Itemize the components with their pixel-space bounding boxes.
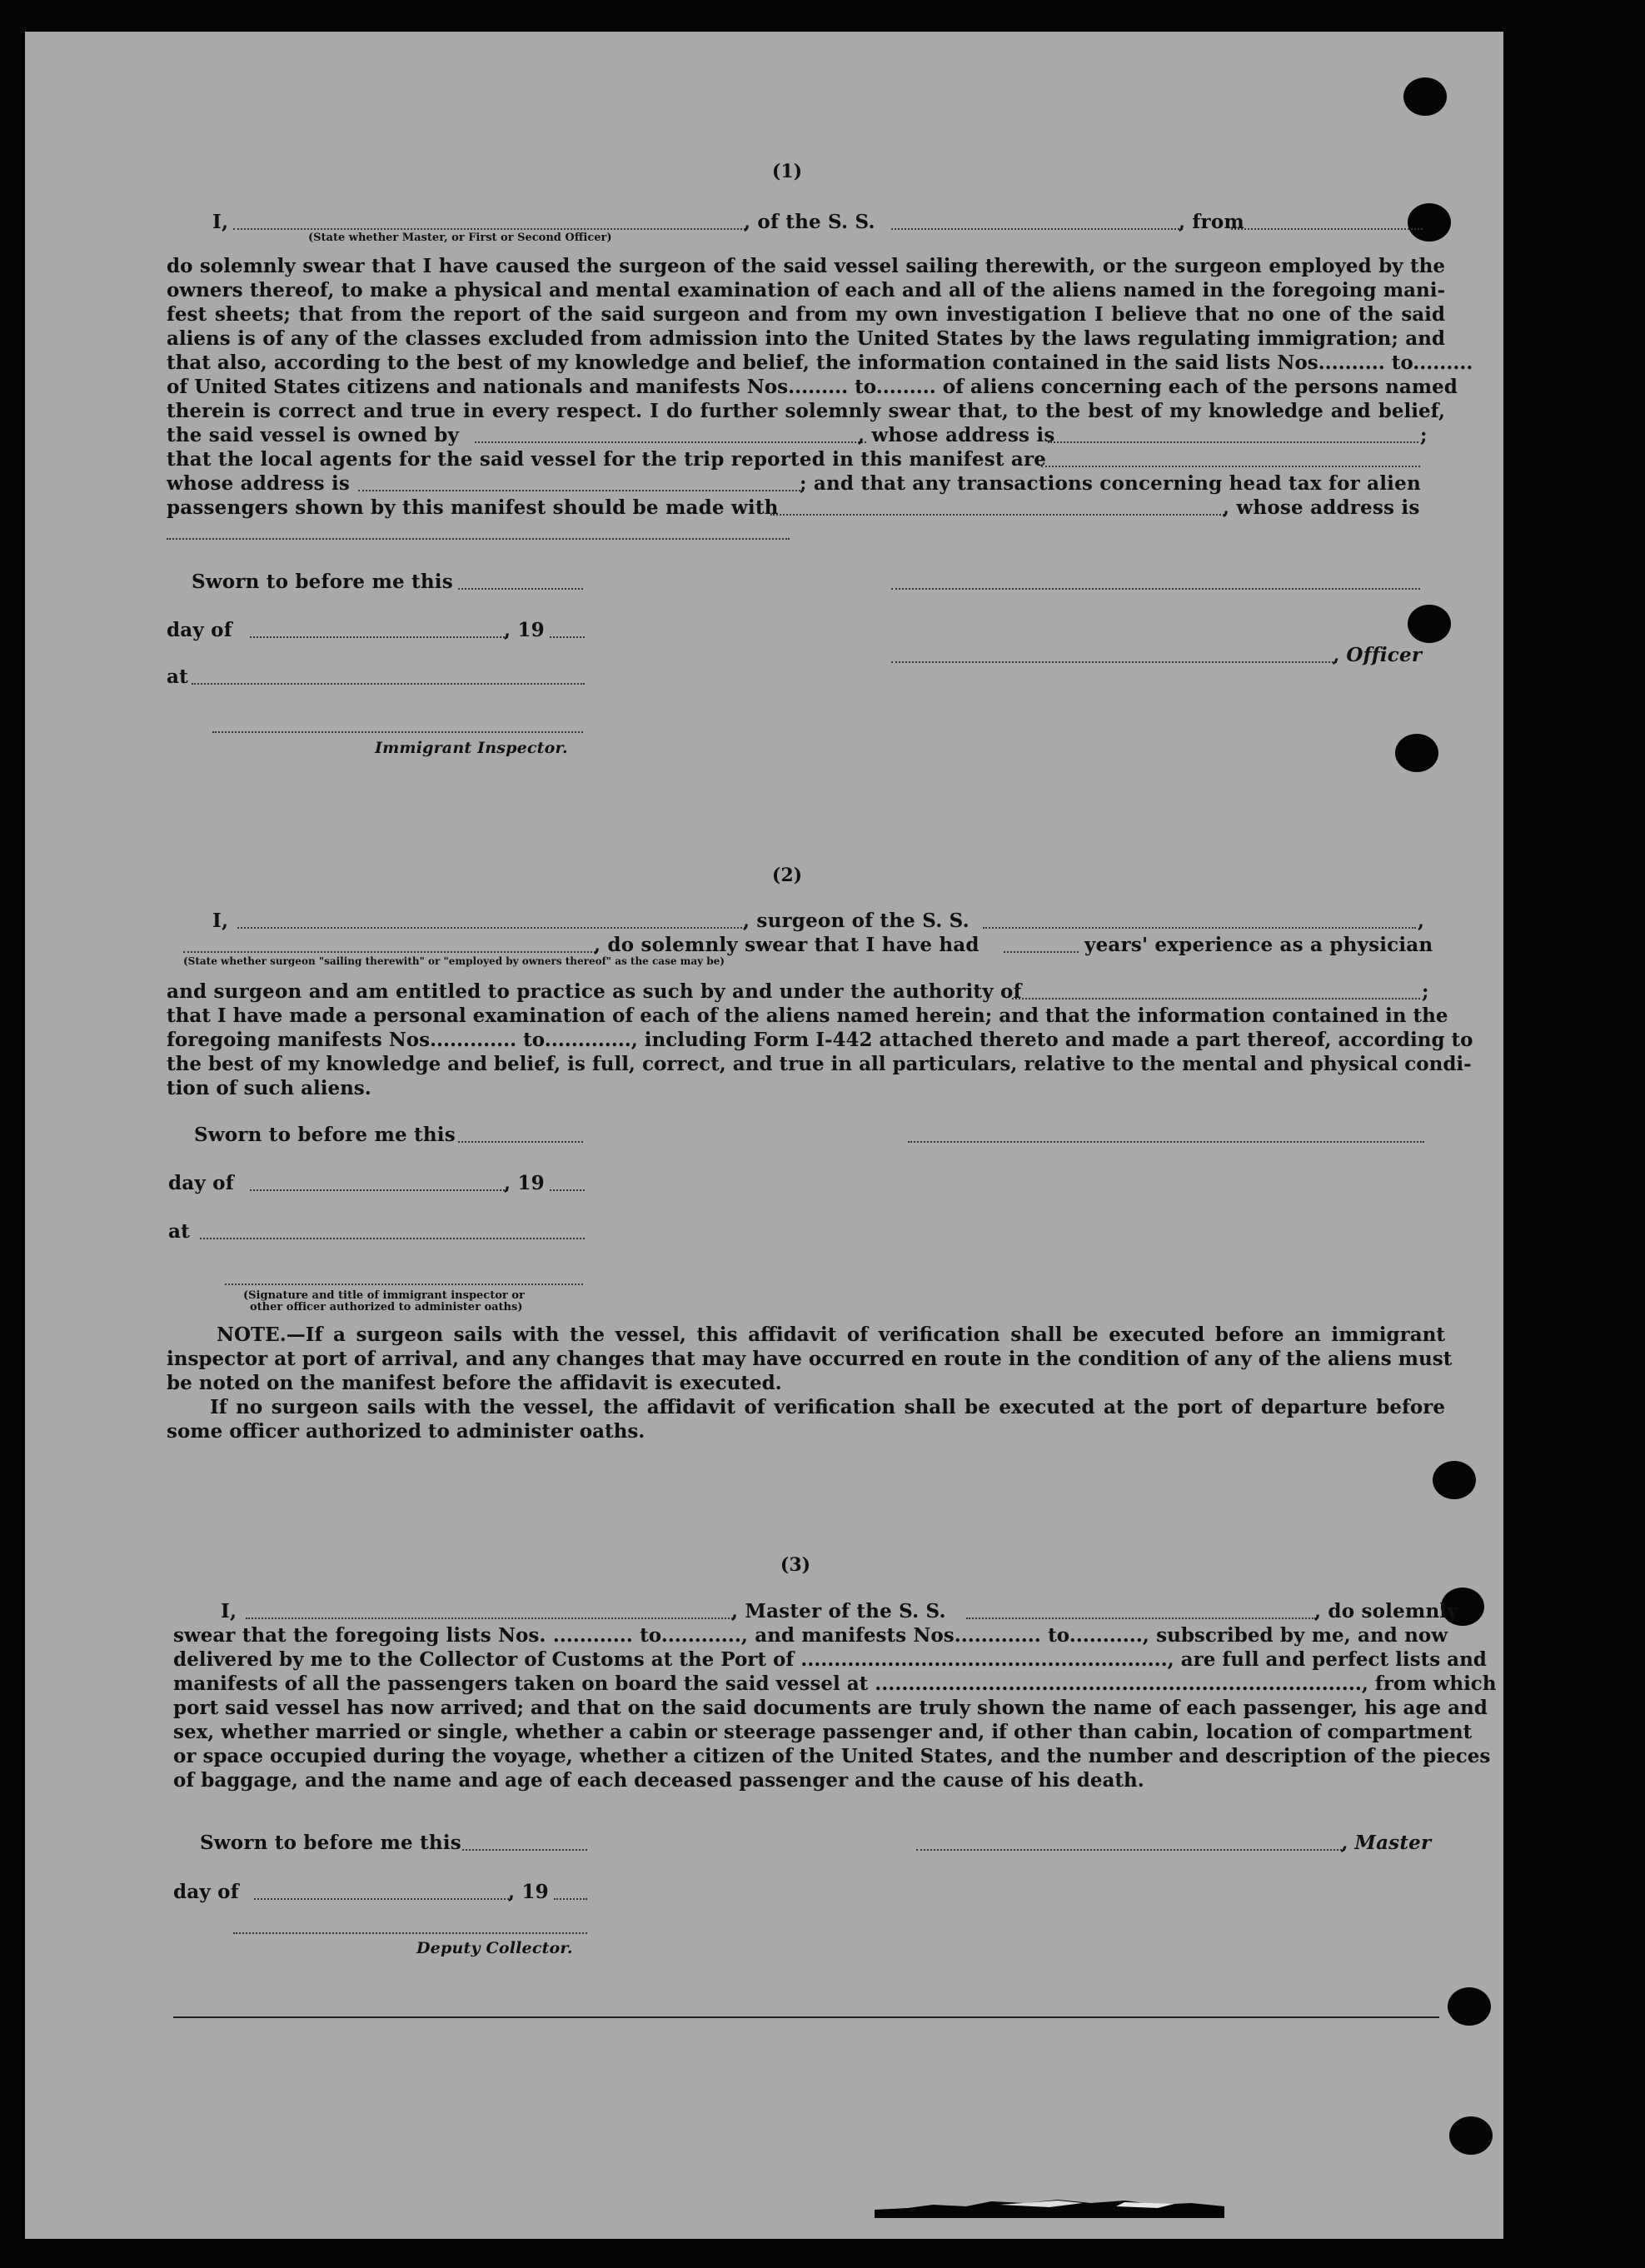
s1-day-of: day of (167, 619, 232, 641)
s1-year: , 19 (504, 619, 545, 641)
s1-at: at (167, 665, 188, 688)
punch-hole (1403, 77, 1447, 116)
s2-body (167, 1004, 1473, 1100)
s1-local-agents: that the local agents for the said vessel for the trip reported in this manifest are (167, 448, 1047, 471)
punch-hole (1448, 1987, 1491, 2026)
note-line: be noted on the manifest before the affidavit is executed. (167, 1372, 782, 1394)
s1-head-tax: ; and that any transactions concerning head tax for alien (800, 472, 1421, 495)
s2-surgeon-note: (State whether surgeon "sailing therewith" or "employed by owners thereof" as the case may be) (183, 955, 725, 967)
s2-year: , 19 (504, 1172, 545, 1194)
form-page (25, 32, 1503, 2239)
head-tax-address-field[interactable] (167, 538, 790, 540)
s2-authority: and surgeon and am entitled to practice as such by and under the authority of (167, 980, 1022, 1003)
s2-sig-note-2: other officer authorized to administer oaths) (250, 1301, 523, 1313)
collector-signature-field[interactable] (233, 1932, 587, 1934)
officer-title-field[interactable] (891, 661, 1337, 663)
inspector-signature-field[interactable] (212, 731, 583, 733)
s1-passengers: passengers shown by this manifest should be made with (167, 496, 779, 519)
years-experience-field[interactable] (1004, 951, 1079, 953)
s2-sworn: Sworn to before me this (194, 1124, 456, 1146)
head-tax-party-field[interactable] (770, 514, 1224, 516)
punch-hole (1408, 203, 1451, 242)
s2-day-of-field[interactable] (250, 1189, 508, 1191)
note-label: NOTE. (217, 1323, 287, 1346)
s2-surgeon-of: , surgeon of the S. S. (743, 910, 970, 932)
punch-hole (1395, 734, 1438, 772)
note-line: some officer authorized to administer oaths. (167, 1420, 646, 1443)
s1-owned-by: the said vessel is owned by (167, 424, 460, 446)
s3-i: I, (221, 1600, 237, 1622)
section-1-number: (1) (771, 161, 803, 182)
s3-master-of: , Master of the S. S. (731, 1600, 946, 1622)
year-field[interactable] (550, 636, 585, 638)
s2-body-line: foregoing manifests Nos............. to............., including Form I-442 attached thereto and made a part thereof, according to (167, 1029, 1473, 1051)
s3-master: , Master (1341, 1832, 1432, 1854)
s1-body-line: of United States citizens and nationals and manifests Nos......... to......... of aliens concerning each of the persons named (167, 376, 1458, 398)
s2-sig-note-1: (Signature and title of immigrant inspector or (243, 1289, 525, 1302)
section-2-number: (2) (771, 865, 803, 886)
s1-of-the-ss: , of the S. S. (744, 211, 875, 233)
s1-sworn: Sworn to before me this (192, 571, 453, 593)
s1-body-line: owners thereof, to make a physical and mental examination of each and all of the aliens named in the foregoing mani- (167, 279, 1445, 302)
s2-note (167, 1323, 1453, 1443)
s3-body-line: delivered by me to the Collector of Customs at the Port of ......................................................., are full and perfect lists and (173, 1648, 1487, 1671)
s1-body-line: do solemnly swear that I have caused the surgeon of the said vessel sailing therewith, or the surgeon employed by the (167, 255, 1445, 277)
bottom-rule (173, 2016, 1439, 2018)
s3-sworn-date-field[interactable] (462, 1849, 587, 1851)
s1-whose-address-2: whose address is (167, 472, 351, 495)
s2-years: years' experience as a physician (1084, 934, 1433, 956)
s2-inspector-signature-field[interactable] (225, 1284, 583, 1285)
local-agents-field[interactable] (1041, 466, 1420, 467)
s3-master-signature-field[interactable] (916, 1849, 1345, 1851)
s1-whose-address: , whose address is (858, 424, 1055, 446)
torn-edge (875, 2193, 1224, 2218)
note-line: If no surgeon sails with the vessel, the affidavit of verification shall be executed at the port of departure before (210, 1396, 1445, 1418)
surgeon-name-field[interactable] (237, 927, 745, 929)
s1-body-line: therein is correct and true in every respect. I do further solemnly swear that, to the best of my knowledge and belief, (167, 400, 1445, 422)
s3-body-line: or space occupied during the voyage, whether a citizen of the United States, and the number and description of the pieces (173, 1745, 1491, 1767)
note-line: —If a surgeon sails with the vessel, this affidavit of verification shall be executed before an immigrant (286, 1323, 1445, 1346)
s1-i: I, (212, 211, 229, 233)
s3-sworn: Sworn to before me this (200, 1832, 461, 1854)
s3-body-line: manifests of all the passengers taken on board the said vessel at ........................................................................., from which (173, 1672, 1497, 1695)
s2-do-solemnly: , do solemnly swear that I have had (594, 934, 980, 956)
s1-from: , from (1179, 211, 1244, 233)
s3-day-of: day of (173, 1881, 239, 1903)
s1-body-line: that also, according to the best of my knowledge and belief, the information contained in the said lists Nos.......... to......... (167, 351, 1473, 374)
sworn-date-field[interactable] (458, 588, 583, 590)
authority-field[interactable] (1012, 998, 1420, 999)
s3-collector: Deputy Collector. (416, 1939, 573, 1957)
s2-sworn-date-field[interactable] (458, 1141, 583, 1143)
s1-inspector: Immigrant Inspector. (375, 739, 568, 757)
s1-body (167, 254, 1473, 423)
s1-master-note: (State whether Master, or First or Second Officer) (308, 232, 612, 244)
s3-body (173, 1623, 1497, 1792)
owner-field[interactable] (475, 441, 866, 443)
punch-hole (1433, 1461, 1476, 1499)
punch-hole (1449, 2116, 1493, 2155)
s1-officer: , Officer (1333, 644, 1423, 666)
s3-year-field[interactable] (554, 1898, 587, 1900)
s1-body-line: fest sheets; that from the report of the said surgeon and from my own investigation I believe that no one of the said (167, 303, 1445, 326)
surgeon-signature-field[interactable] (908, 1141, 1424, 1143)
s1-semicolon: ; (1420, 424, 1428, 446)
s3-body-line: port said vessel has now arrived; and that on the said documents are truly shown the name of each passenger, his age and (173, 1697, 1488, 1719)
s3-day-of-field[interactable] (254, 1898, 512, 1900)
s3-do-solemnly: , do solemnly (1314, 1600, 1458, 1622)
s2-semicolon: ; (1422, 980, 1429, 1003)
s2-day-of: day of (168, 1172, 234, 1194)
at-place-field[interactable] (192, 683, 585, 685)
s2-at: at (168, 1220, 190, 1243)
day-of-field[interactable] (250, 636, 508, 638)
s3-body-line: swear that the foregoing lists Nos. ............ to............, and manifests Nos............. to..........., subscribed by me, and now (173, 1624, 1448, 1647)
s2-ship-name-field[interactable] (983, 927, 1416, 929)
s1-whose-address-3: , whose address is (1223, 496, 1420, 519)
from-port-field[interactable] (1231, 228, 1423, 230)
section-3-number: (3) (780, 1554, 811, 1576)
s2-at-place-field[interactable] (200, 1238, 585, 1239)
s2-body-line: the best of my knowledge and belief, is full, correct, and true in all particulars, relative to the mental and physical condi- (167, 1053, 1472, 1075)
ship-name-field[interactable] (891, 228, 1183, 230)
s2-comma: , (1418, 910, 1425, 932)
s3-body-line: sex, whether married or single, whether a cabin or steerage passenger and, if other than cabin, location of compartment (173, 1721, 1473, 1743)
s2-i: I, (212, 910, 229, 932)
s2-year-field[interactable] (550, 1189, 585, 1191)
master-name-field[interactable] (233, 228, 745, 230)
s3-year: , 19 (508, 1881, 549, 1903)
s3-master-name-field[interactable] (246, 1618, 733, 1619)
surgeon-status-field[interactable] (183, 951, 596, 953)
s2-body-line: that I have made a personal examination of each of the aliens named herein; and that the information contained in the (167, 1004, 1448, 1027)
punch-hole (1408, 605, 1451, 643)
agents-address-field[interactable] (358, 490, 804, 491)
s3-body-line: of baggage, and the name and age of each deceased passenger and the cause of his death. (173, 1769, 1144, 1792)
note-line: inspector at port of arrival, and any changes that may have occurred en route in the condition of any of the aliens must (167, 1348, 1453, 1370)
officer-signature-field[interactable] (891, 588, 1420, 590)
s1-body-line: aliens is of any of the classes excluded from admission into the United States by the laws regulating immigration; and (167, 327, 1445, 350)
s2-body-line: tion of such aliens. (167, 1077, 371, 1099)
owner-address-field[interactable] (1048, 441, 1418, 443)
s3-ship-name-field[interactable] (966, 1618, 1316, 1619)
